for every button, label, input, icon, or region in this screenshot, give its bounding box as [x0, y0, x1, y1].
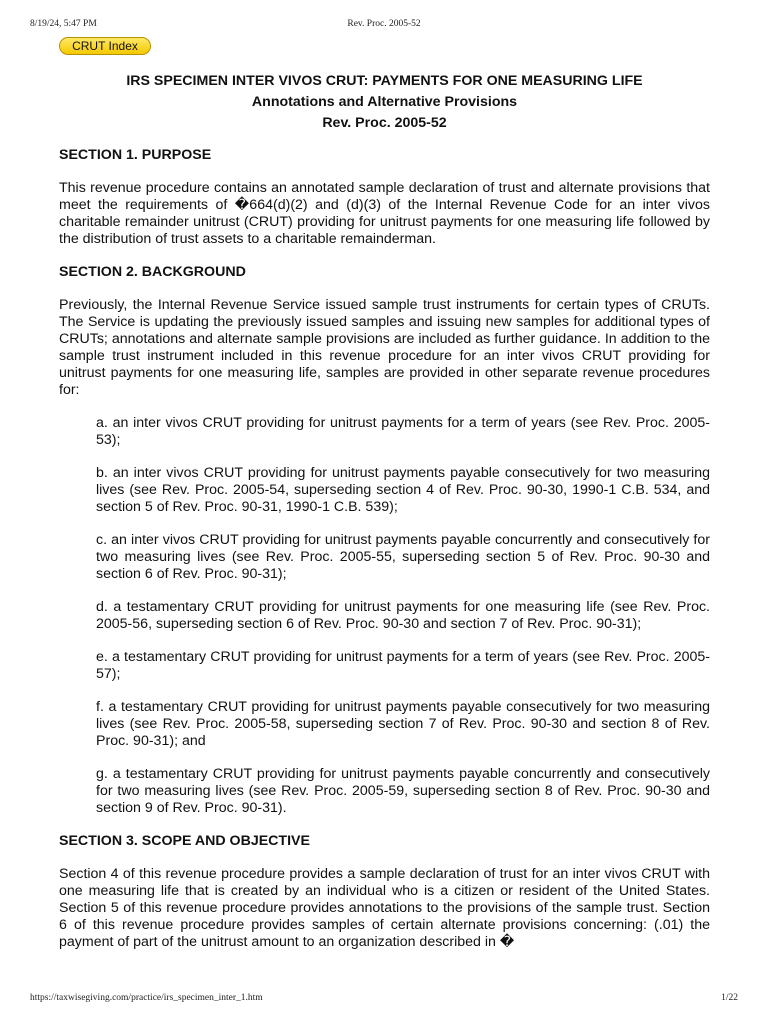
list-item: c. an inter vivos CRUT providing for unitrust payments payable concurrently and consecutively for two measuring lives (see Rev. Proc. 2005-55, superseding section 5 of Rev. Proc. 90-30 and section 6 of Rev. Proc. 90-31); [96, 532, 710, 582]
section-1-paragraph: This revenue procedure contains an annotated sample declaration of trust and alternate provisions that meet the requirements of �664(d)(2) and (d)(3) of the Internal Revenue Code for an inter vivos charitable remainder unitrust (CRUT) providing for unitrust payments for one measuring life followed by the distribution of trust assets to a charitable remainderman. [59, 180, 710, 247]
title-line-2: Annotations and Alternative Provisions [251, 94, 518, 110]
section-2-list [59, 415, 710, 817]
print-footer [30, 993, 738, 1005]
list-item: g. a testamentary CRUT providing for unitrust payments payable concurrently and consecutively for two measuring lives (see Rev. Proc. 2005-59, superseding section 8 of Rev. Proc. 90-30 and section 9 of Rev. Proc. 90-31). [96, 766, 710, 816]
print-datetime: 8/19/24, 5:47 PM [30, 19, 97, 29]
section-3-heading: SECTION 3. SCOPE AND OBJECTIVE [59, 833, 310, 849]
title-line-1: IRS SPECIMEN INTER VIVOS CRUT: PAYMENTS FOR ONE MEASURING LIFE [126, 73, 643, 89]
document-body [59, 71, 710, 967]
document-title [59, 71, 710, 134]
section-3-paragraph: Section 4 of this revenue procedure provides a sample declaration of trust for an inter vivos CRUT with one measuring life that is created by an individual who is a citizen or resident of the United States. Section 5 of this revenue procedure provides annotations to the provisions of the sample trust. Section 6 of this revenue procedure provides samples of certain alternate provisions concerning: (.01) the payment of part of the unitrust amount to an organization described in � [59, 866, 710, 950]
list-item: f. a testamentary CRUT providing for unitrust payments payable consecutively for two measuring lives (see Rev. Proc. 2005-58, superseding section 7 of Rev. Proc. 90-30 and section 8 of Rev. Proc. 90-31); and [96, 699, 710, 749]
print-doc-title: Rev. Proc. 2005-52 [347, 19, 421, 29]
print-header [30, 19, 738, 31]
section-1-heading: SECTION 1. PURPOSE [59, 147, 212, 163]
crut-index-button[interactable]: CRUT Index [59, 37, 151, 55]
list-item: a. an inter vivos CRUT providing for unitrust payments for a term of years (see Rev. Proc. 2005-53); [96, 415, 710, 448]
section-2-paragraph: Previously, the Internal Revenue Service issued sample trust instruments for certain types of CRUTs. The Service is updating the previously issued samples and issuing new samples for additional types of CRUTs; annotations and alternate sample provisions are included as further guidance. In addition to the sample trust instrument included in this revenue procedure for an inter vivos CRUT providing for unitrust payments for one measuring life, samples are provided in other separate revenue procedures for: [59, 297, 710, 398]
list-item: b. an inter vivos CRUT providing for unitrust payments payable consecutively for two measuring lives (see Rev. Proc. 2005-54, superseding section 4 of Rev. Proc. 90-30, 1990-1 C.B. 534, and section 5 of Rev. Proc. 90-31, 1990-1 C.B. 539); [96, 465, 710, 515]
list-item: e. a testamentary CRUT providing for unitrust payments for a term of years (see Rev. Proc. 2005-57); [96, 649, 710, 682]
print-page-number: 1/22 [721, 993, 738, 1003]
title-line-3: Rev. Proc. 2005-52 [322, 115, 447, 131]
section-2-heading: SECTION 2. BACKGROUND [59, 264, 246, 280]
print-url: https://taxwisegiving.com/practice/irs_specimen_inter_1.htm [30, 993, 263, 1003]
list-item: d. a testamentary CRUT providing for unitrust payments for one measuring life (see Rev. Proc. 2005-56, superseding section 6 of Rev. Proc. 90-30 and section 7 of Rev. Proc. 90-31); [96, 599, 710, 632]
